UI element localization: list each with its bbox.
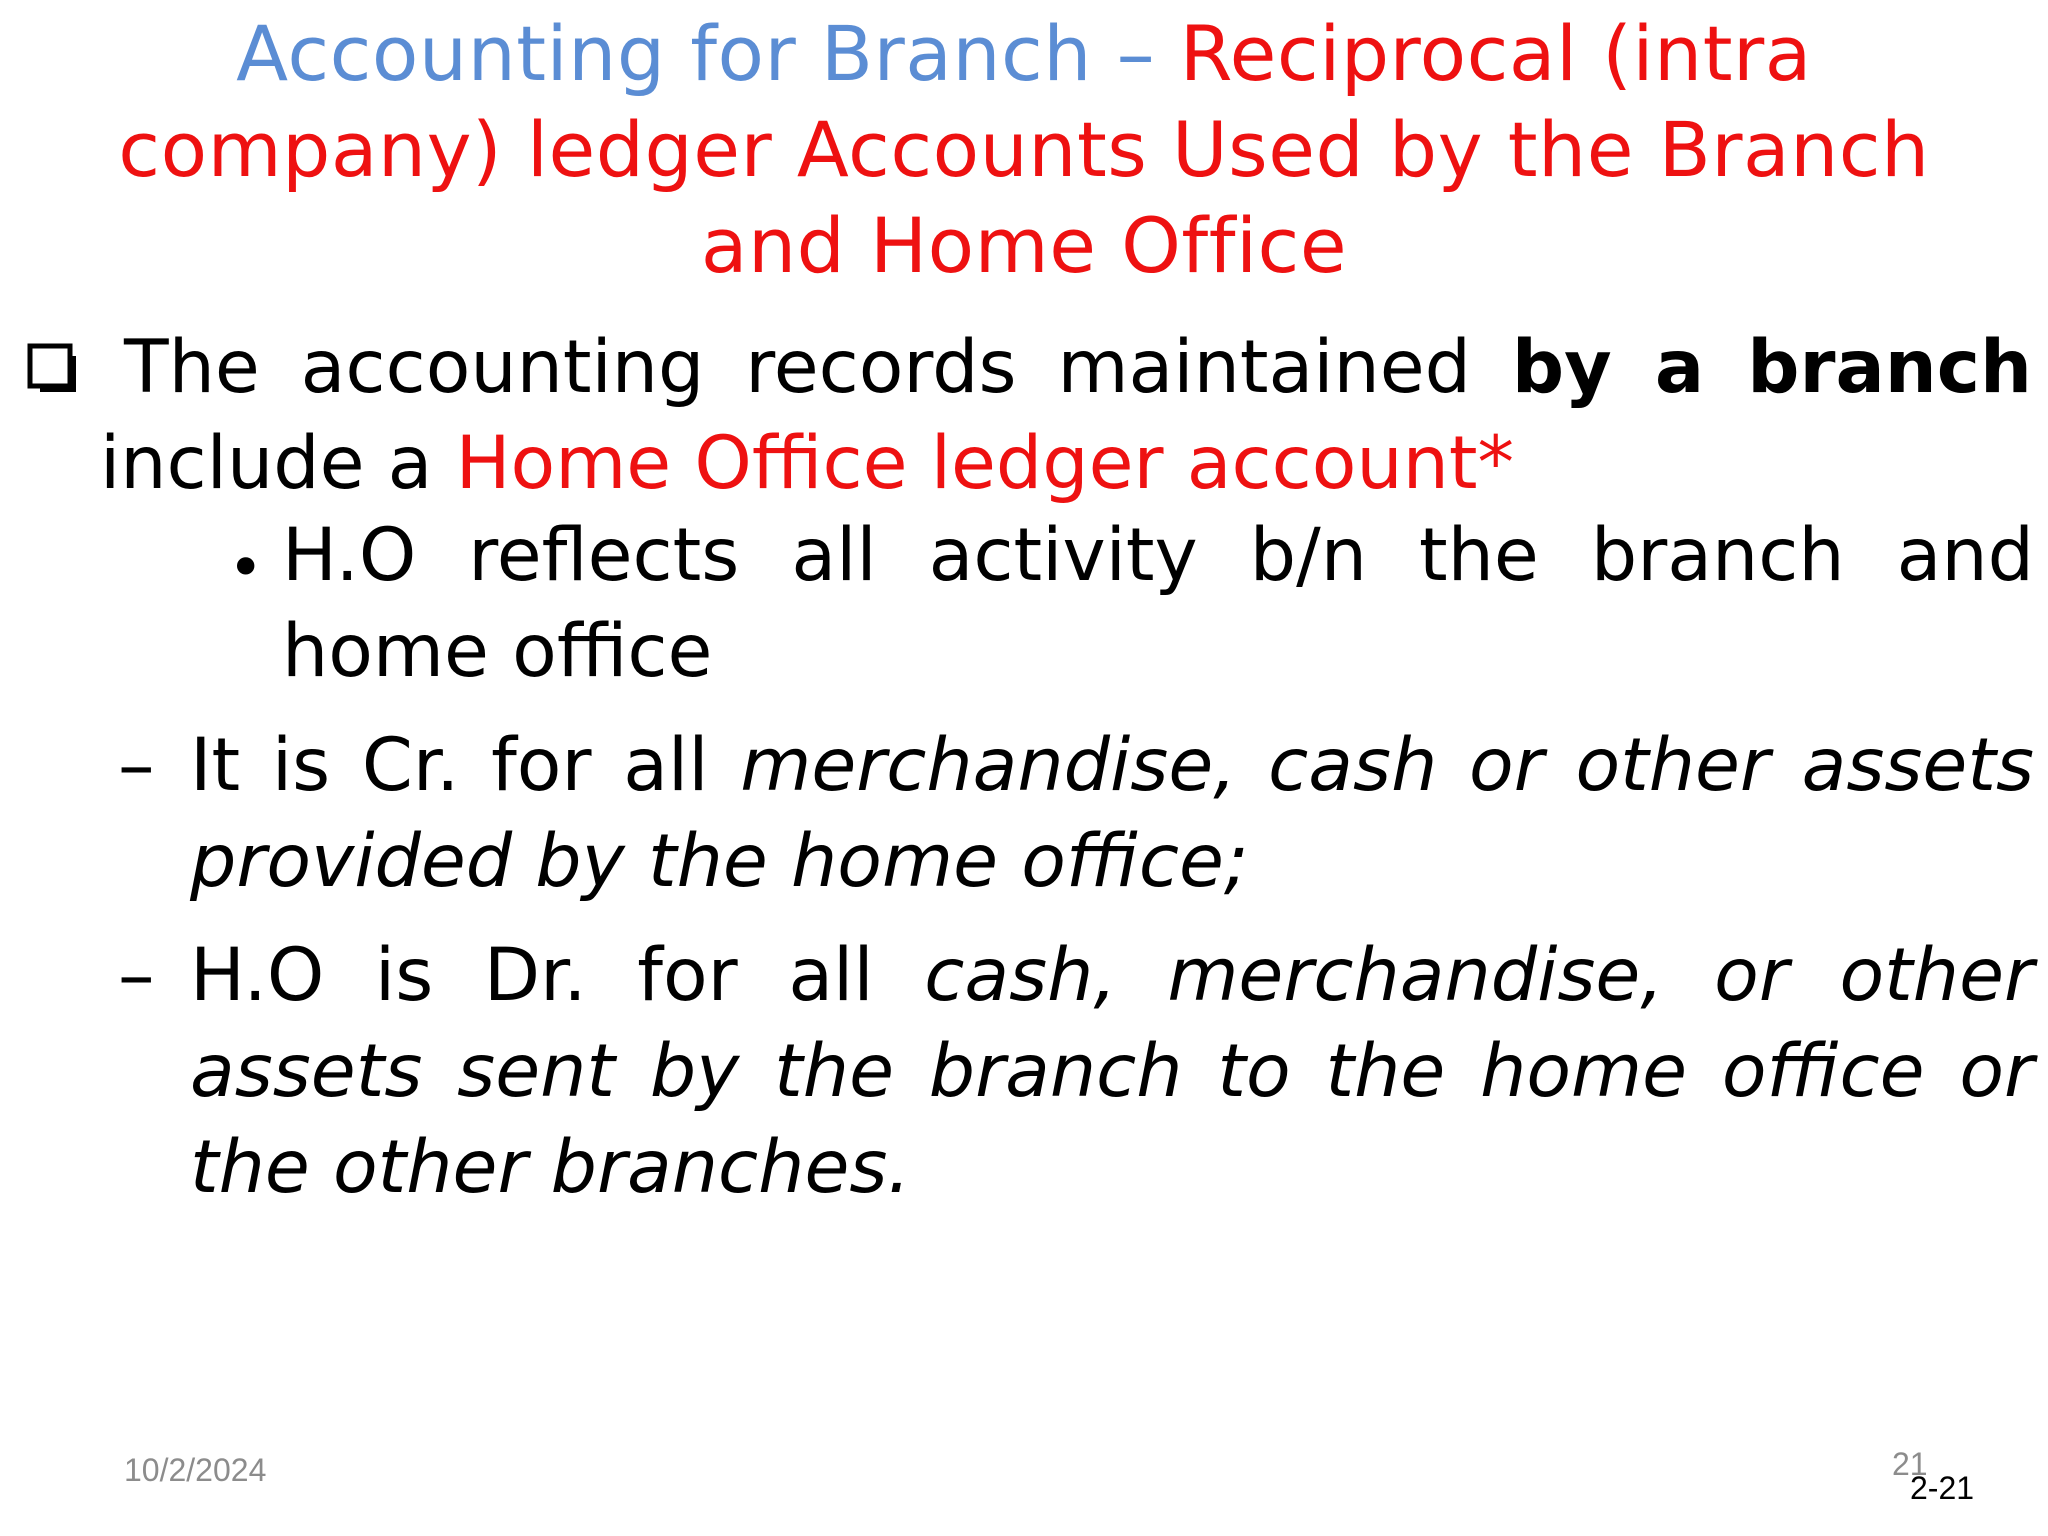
bullet-2-text: H.O reflects all activity b/n the branch and home office — [282, 513, 2034, 694]
bullet-4-text — [190, 928, 2034, 1216]
bullet-1-text — [100, 320, 2032, 512]
home-office-ledger-highlight: Home Office ledger account* — [455, 421, 1515, 506]
title-part-1: Accounting for Branch – — [236, 9, 1180, 98]
checkbox-square-icon — [26, 342, 78, 394]
bullet-dot-marker: • — [228, 533, 264, 603]
dash-marker-1: – — [118, 723, 155, 808]
bullet-3-text — [190, 718, 2034, 910]
slide-title — [40, 6, 2008, 294]
bullet-1-bold-text: by a branch — [1511, 325, 2032, 410]
page-label: 2-21 — [1910, 1470, 1975, 1506]
title-part-2: Reciprocal (intra company) ledger Accounts Used by the Branch and Home Office — [118, 9, 1930, 290]
slide-number: 21 — [1892, 1446, 1928, 1482]
bullet-4-text-a: H.O is Dr. for all — [190, 933, 925, 1018]
bullet-3-italic-text: merchandise, cash or other assets provided by the home office; — [190, 723, 2035, 904]
footer-date: 10/2/2024 — [124, 1452, 267, 1488]
bullet-3-text-a: It is Cr. for all — [190, 723, 741, 808]
bullet-4-italic-text: cash, merchandise, or other assets sent by the branch to the home office or the other branches. — [190, 933, 2034, 1210]
bullet-1-text-b: include a — [100, 421, 456, 506]
bullet-1-text-a: The accounting records maintained — [124, 325, 1512, 410]
dash-marker-2: – — [118, 933, 155, 1018]
